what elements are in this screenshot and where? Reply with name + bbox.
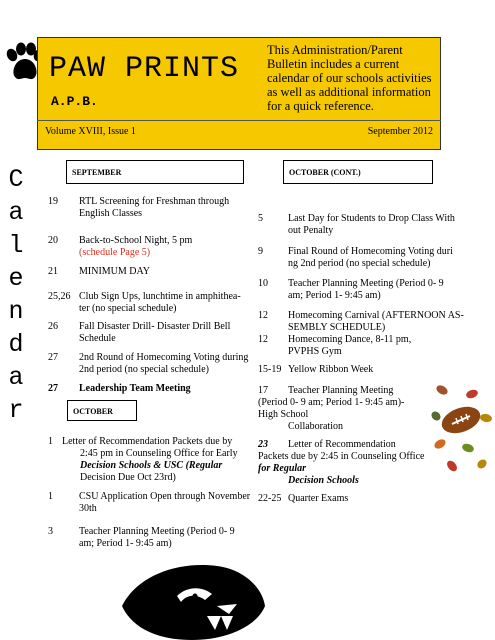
event-day: 12 <box>258 310 268 321</box>
side-letter: n <box>8 297 24 326</box>
event-description: Letter of Recommendation Packets due by 2:45 pm in Counseling Office for Early Decision Schools & USC (Regular Decision Due Oct 23rd) <box>62 436 238 483</box>
side-letter: a <box>8 198 24 227</box>
event-day: 25,26 <box>48 291 71 302</box>
event-day: 1 <box>48 491 53 502</box>
event-description: RTL Screening for Freshman through English Classes <box>79 196 230 219</box>
event-day: 27 <box>48 383 58 394</box>
event-description: Teacher Planning Meeting (Period 0- 9 am; Period 1- 9:45 am) <box>79 526 235 549</box>
side-letter: d <box>8 330 24 359</box>
event-description: Teacher Planning Meeting <box>288 385 394 396</box>
event-description: Leadership Team Meeting <box>79 383 191 394</box>
event-description: Last Day for Students to Drop Class With out Penalty <box>288 213 455 236</box>
event-description: Back-to-School Night, 5 pm (schedule Page 5) <box>79 235 249 259</box>
football-leaves-clipart <box>428 380 494 480</box>
event-description-cont: Packets due by 2:45 in Counseling Office for Regular Decision Schools <box>258 451 425 486</box>
event-day: 1 <box>48 436 53 447</box>
october-heading: OCTOBER <box>67 400 137 421</box>
event-day: 23 <box>258 439 268 450</box>
event-description-cont: (Period 0- 9 am; Period 1- 9:45 am)- High School Collaboration <box>258 397 405 432</box>
event-day: 9 <box>258 246 263 257</box>
side-letter: a <box>8 363 24 392</box>
event-day: 26 <box>48 321 58 332</box>
side-letter: r <box>8 396 24 425</box>
event-description: Teacher Planning Meeting (Period 0- 9 am; Period 1- 9:45 am) <box>288 278 444 301</box>
side-letter: l <box>8 231 24 260</box>
event-description: Homecoming Dance, 8-11 pm, PVPHS Gym <box>288 334 412 357</box>
newsletter-description: This Administration/Parent Bulletin includes a current calendar of our schools activities as well as additional information for a quick reference. <box>267 43 432 113</box>
event-description: Quarter Exams <box>288 493 349 504</box>
event-day: 5 <box>258 213 263 224</box>
event-day: 20 <box>48 235 58 246</box>
event-description: Final Round of Homecoming Voting duri ng 2nd period (no special schedule) <box>288 246 453 269</box>
event-description: Homecoming Carnival (AFTERNOON AS- SEMBLY SCHEDULE) <box>288 310 464 333</box>
event-day: 19 <box>48 196 58 207</box>
event-day: 21 <box>48 266 58 277</box>
event-day: 12 <box>258 334 268 345</box>
volume-issue: Volume XVIII, Issue 1 <box>45 126 136 137</box>
event-day: 17 <box>258 385 268 396</box>
issue-date: September 2012 <box>367 126 433 137</box>
event-description: Club Sign Ups, lunchtime in amphithea- ter (no special schedule) <box>79 291 241 314</box>
event-day: 10 <box>258 278 268 289</box>
side-letter: C <box>8 165 24 194</box>
event-description: Fall Disaster Drill- Disaster Drill Bell Schedule <box>79 321 231 344</box>
newsletter-title: PAW PRINTS <box>49 52 240 86</box>
event-day: 3 <box>48 526 53 537</box>
event-description: Letter of Recommendation <box>288 439 396 450</box>
event-day: 15-19 <box>258 364 282 375</box>
side-letter: e <box>8 264 24 293</box>
event-day: 27 <box>48 352 58 363</box>
event-description: MINIMUM DAY <box>79 266 151 277</box>
october-cont-heading: OCTOBER (CONT.) <box>283 160 433 184</box>
issue-info-bar <box>37 120 441 141</box>
event-description: CSU Application Open through November 30th <box>79 491 251 514</box>
event-description: Yellow Ribbon Week <box>288 364 374 375</box>
schedule-reference-link: (schedule Page 5) <box>79 247 151 258</box>
september-heading: SEPTEMBER <box>66 160 244 184</box>
panther-mascot-logo <box>117 556 267 640</box>
event-description: 2nd Round of Homecoming Voting during 2nd period (no special schedule) <box>79 352 249 375</box>
event-day: 22-25 <box>258 493 282 504</box>
newsletter-subtitle: A.P.B. <box>51 94 98 109</box>
